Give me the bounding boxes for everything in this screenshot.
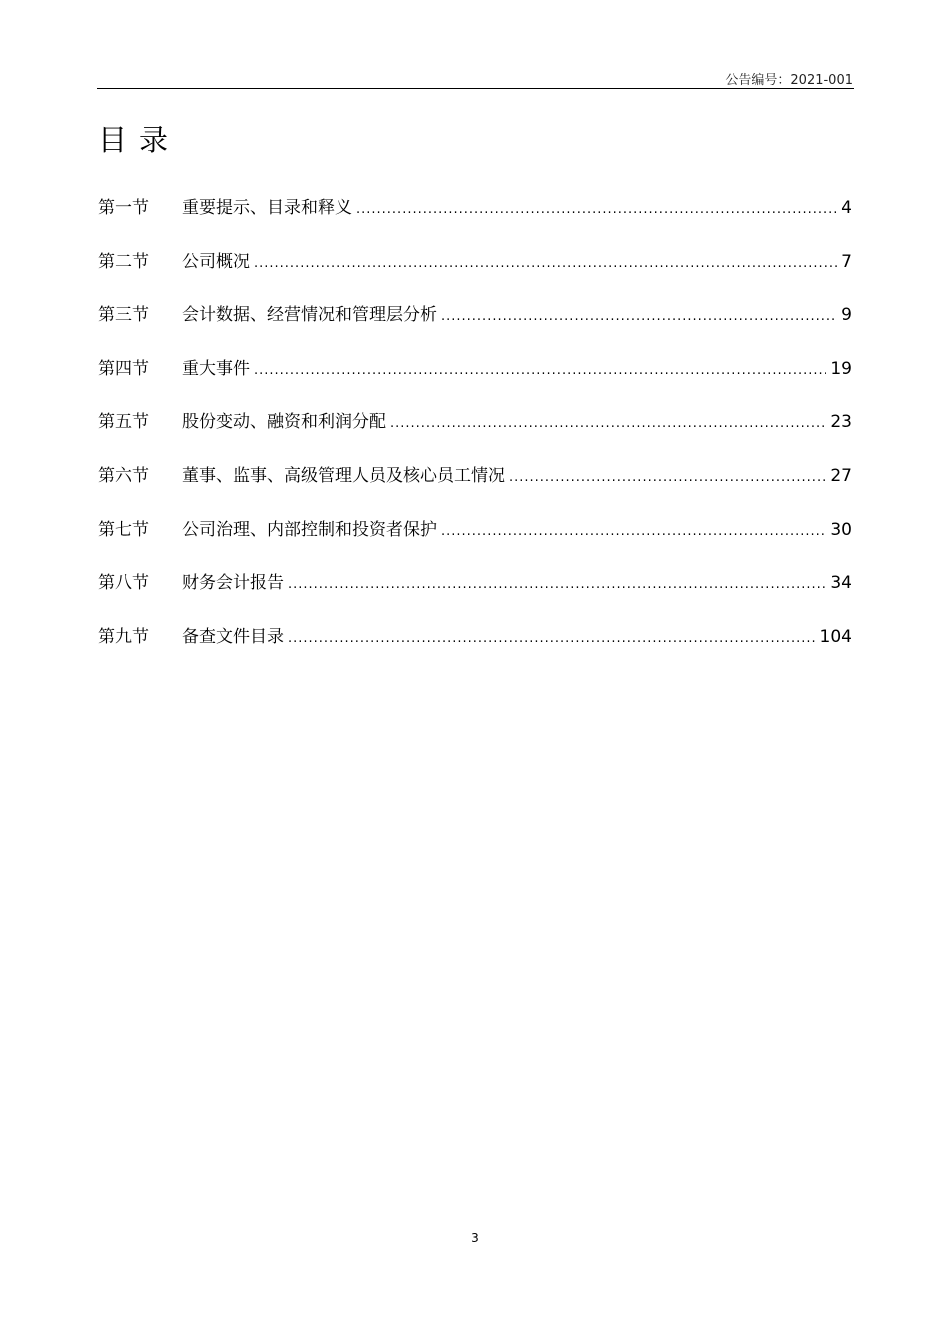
toc-entry[interactable]	[98, 568, 852, 622]
toc-entry-page: 4	[841, 198, 852, 218]
toc-entry-page: 19	[830, 358, 852, 379]
toc-dot-leader	[441, 524, 826, 539]
announcement-number: 公告编号：2021-001	[725, 73, 853, 88]
toc-entry-section: 第二节	[98, 251, 149, 272]
header-divider	[97, 88, 854, 89]
toc-entry[interactable]	[98, 193, 852, 247]
toc-dot-leader	[288, 577, 826, 592]
toc-entry-page: 34	[830, 573, 852, 594]
toc-entry-heading: 公司治理、内部控制和投资者保护	[182, 519, 437, 540]
toc-entry-section: 第九节	[98, 626, 149, 647]
toc-dot-leader	[390, 416, 826, 431]
toc-entry-section: 第七节	[98, 519, 149, 540]
toc-entry-section: 第四节	[98, 358, 149, 379]
toc-entry-heading: 董事、监事、高级管理人员及核心员工情况	[182, 465, 505, 486]
toc-entry-section: 第六节	[98, 465, 149, 486]
toc-entry[interactable]	[98, 407, 852, 461]
toc-dot-leader	[356, 202, 837, 217]
toc-entry-page: 30	[830, 519, 852, 540]
toc-entry-heading: 公司概况	[182, 251, 250, 272]
toc-entry-section: 第八节	[98, 573, 149, 594]
toc-entry-page: 7	[841, 251, 852, 272]
toc-entry-page: 9	[841, 305, 852, 326]
toc-entry-page: 27	[830, 465, 852, 486]
toc-entry-section: 第一节	[98, 198, 149, 218]
toc-entry-page: 104	[819, 626, 852, 647]
toc-entry-section: 第五节	[98, 412, 149, 433]
toc-dot-leader	[254, 256, 837, 271]
toc-entry-page: 23	[830, 412, 852, 433]
toc-entry-heading: 财务会计报告	[182, 573, 284, 594]
toc-entry-heading: 备查文件目录	[182, 626, 284, 647]
toc-entry-section: 第三节	[98, 305, 149, 326]
toc-dot-leader	[254, 363, 826, 378]
toc-entry[interactable]	[98, 247, 852, 301]
toc-entry-heading: 重大事件	[182, 358, 250, 379]
toc-dot-leader	[509, 470, 826, 485]
toc-entry[interactable]	[98, 515, 852, 569]
toc-entry-heading: 股份变动、融资和利润分配	[182, 412, 386, 433]
toc-entry[interactable]	[98, 461, 852, 515]
toc-entry-heading: 会计数据、经营情况和管理层分析	[182, 305, 437, 326]
toc-entry-heading: 重要提示、目录和释义	[182, 198, 352, 218]
toc-list	[98, 193, 852, 675]
toc-dot-leader	[288, 631, 816, 646]
toc-entry[interactable]	[98, 354, 852, 408]
toc-dot-leader	[441, 309, 837, 324]
page-number: 3	[471, 1231, 479, 1245]
toc-entry[interactable]	[98, 622, 852, 676]
toc-entry[interactable]	[98, 300, 852, 354]
toc-title: 目录	[98, 123, 181, 157]
